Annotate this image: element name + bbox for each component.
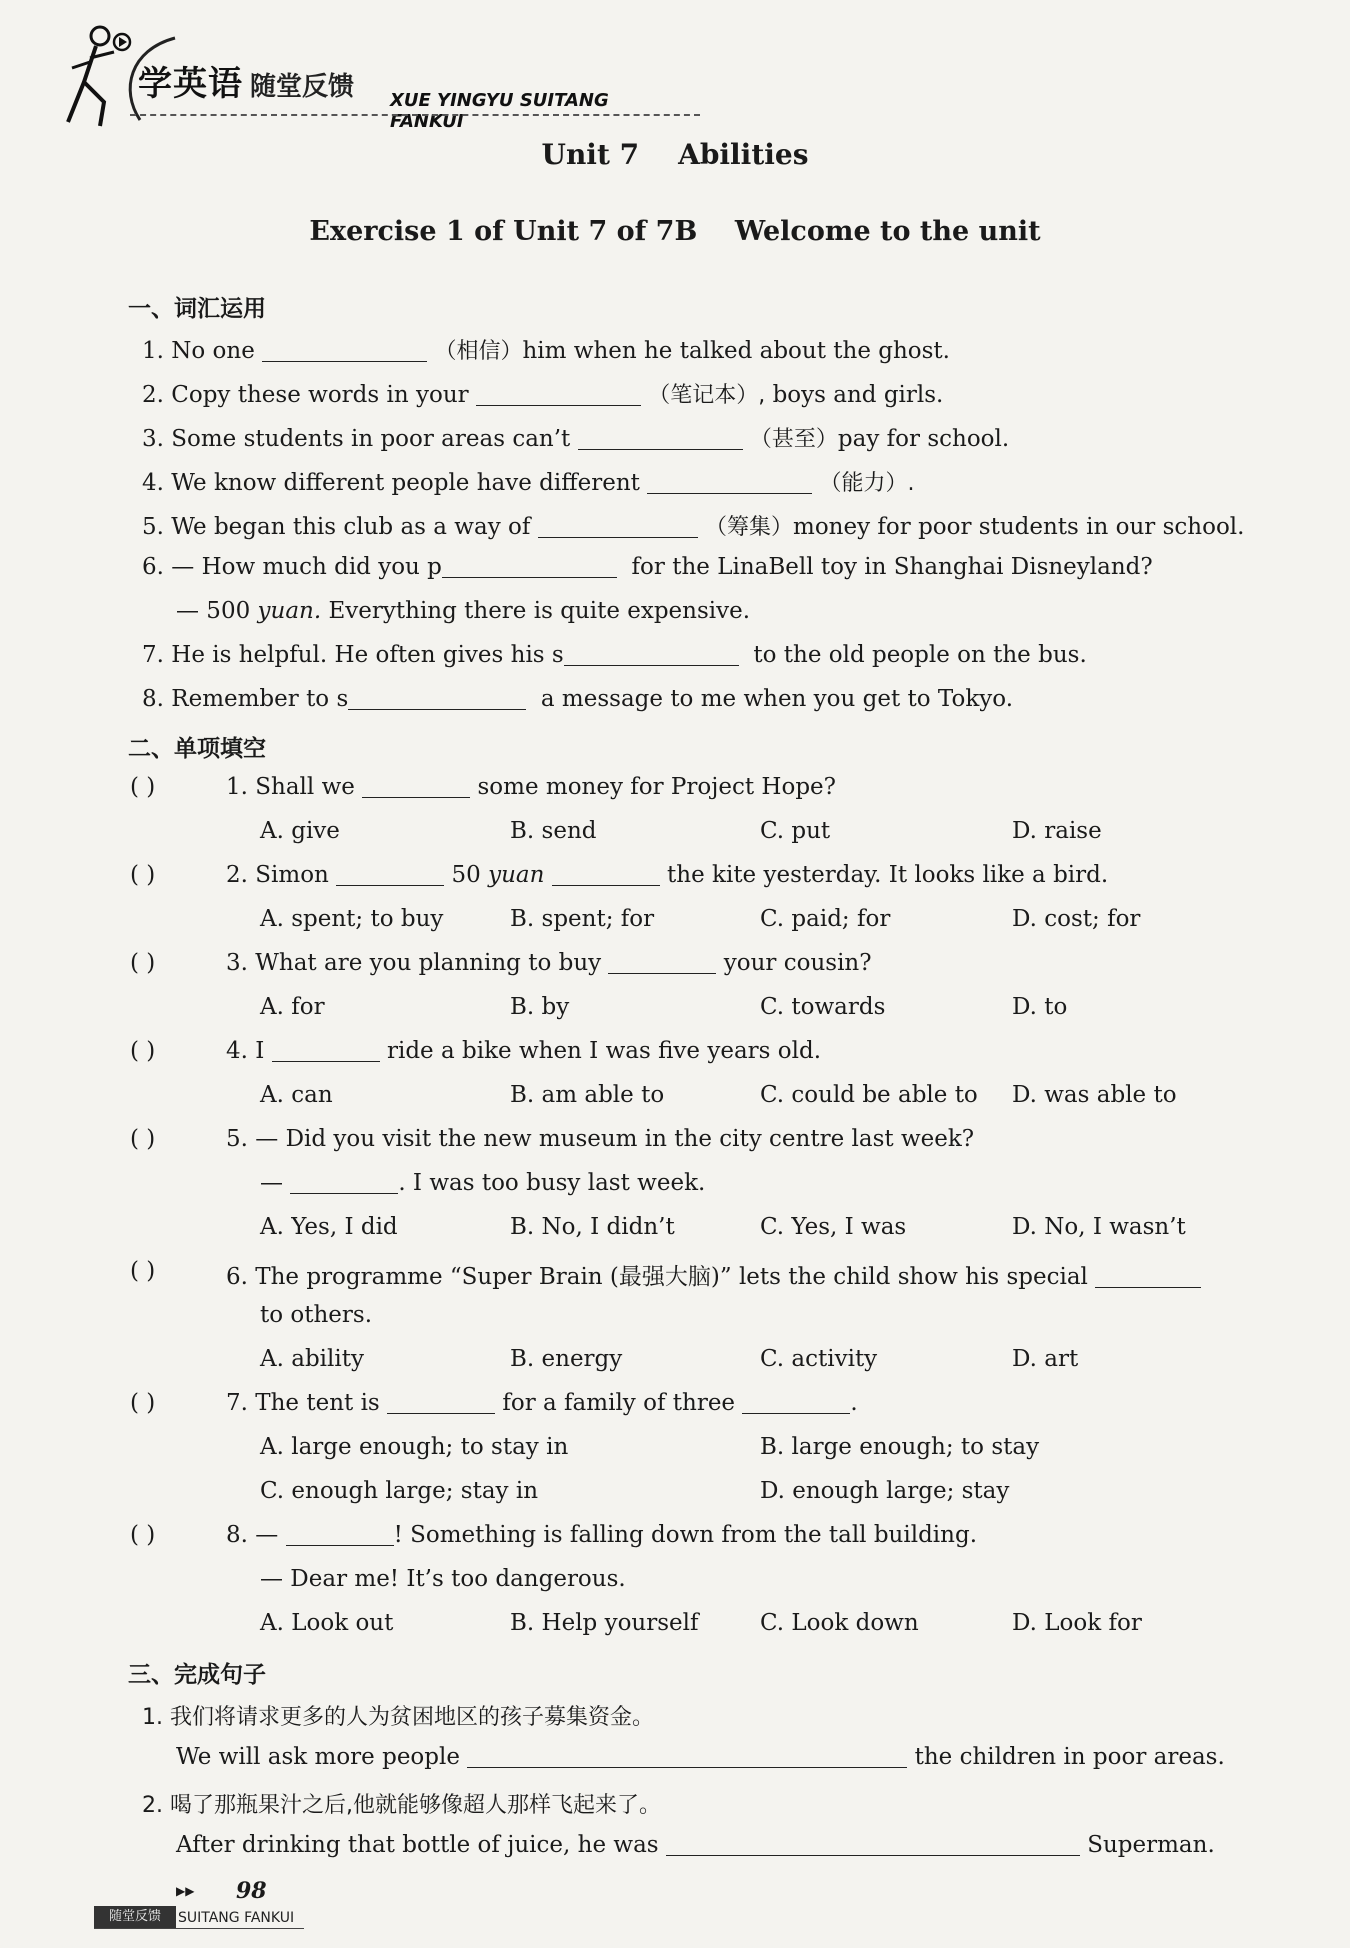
option-a[interactable]: A. Yes, I did — [260, 1214, 398, 1240]
translation-item-1-cn: 1. 我们将请求更多的人为贫困地区的孩子募集资金。 — [142, 1705, 655, 1730]
option-b[interactable]: B. No, I didn’t — [510, 1214, 675, 1240]
mc-question-6-cont: to others. — [260, 1302, 373, 1328]
answer-blank[interactable] — [272, 1039, 380, 1062]
vocab-item-3: 3. Some students in poor areas can’t （甚至）pay for school. — [142, 426, 1010, 452]
vocab-item-7: 7. He is helpful. He often gives his s to the old people on the bus. — [142, 642, 1087, 668]
section3-heading: 三、完成句子 — [128, 1662, 266, 1688]
answer-blank[interactable] — [286, 1523, 394, 1546]
answer-paren[interactable]: ( ) — [130, 950, 156, 976]
section1-heading: 一、词汇运用 — [128, 296, 266, 322]
mc-question-1: 1. Shall we some money for Project Hope? — [226, 774, 836, 800]
option-c[interactable]: C. Look down — [760, 1610, 919, 1636]
footer-box-label: 随堂反馈 — [94, 1906, 176, 1928]
answer-blank[interactable] — [336, 863, 444, 886]
header-logo — [60, 22, 680, 132]
vocab-item-6-reply: — 500 yuan. Everything there is quite expensive. — [176, 598, 751, 624]
answer-paren[interactable]: ( ) — [130, 774, 156, 800]
mc-question-8: 8. — ! Something is falling down from the tall building. — [226, 1522, 978, 1548]
answer-blank[interactable] — [387, 1391, 495, 1414]
answer-blank[interactable] — [476, 383, 641, 406]
answer-blank[interactable] — [290, 1171, 398, 1194]
option-a[interactable]: A. for — [260, 994, 325, 1020]
option-c[interactable]: C. paid; for — [760, 906, 891, 932]
answer-blank[interactable] — [467, 1745, 907, 1768]
mc-question-7: 7. The tent is for a family of three . — [226, 1390, 858, 1416]
option-a[interactable]: A. give — [260, 818, 340, 844]
translation-item-1-en: We will ask more people the children in poor areas. — [176, 1744, 1225, 1770]
vocab-item-4: 4. We know different people have different （能力）. — [142, 470, 915, 496]
option-d[interactable]: D. was able to — [1012, 1082, 1177, 1108]
logo-chinese-small: 随堂反馈 — [250, 72, 355, 102]
option-c[interactable]: C. Yes, I was — [760, 1214, 907, 1240]
option-c[interactable]: C. could be able to — [760, 1082, 978, 1108]
option-c[interactable]: C. enough large; stay in — [260, 1478, 539, 1504]
option-a[interactable]: A. Look out — [260, 1610, 394, 1636]
mc-question-3: 3. What are you planning to buy your cousin? — [226, 950, 872, 976]
option-b[interactable]: B. am able to — [510, 1082, 665, 1108]
page-number: 98 — [236, 1878, 267, 1904]
option-d[interactable]: D. to — [1012, 994, 1068, 1020]
option-b[interactable]: B. by — [510, 994, 570, 1020]
answer-paren[interactable]: ( ) — [130, 1126, 156, 1152]
answer-blank[interactable] — [1095, 1265, 1201, 1288]
option-b[interactable]: B. Help yourself — [510, 1610, 699, 1636]
answer-blank[interactable] — [348, 687, 526, 710]
option-a[interactable]: A. ability — [260, 1346, 364, 1372]
vocab-item-8: 8. Remember to s a message to me when you get to Tokyo. — [142, 686, 1014, 712]
answer-blank[interactable] — [666, 1833, 1080, 1856]
option-d[interactable]: D. Look for — [1012, 1610, 1142, 1636]
header-divider — [130, 114, 700, 116]
answer-paren[interactable]: ( ) — [130, 1390, 156, 1416]
option-c[interactable]: C. put — [760, 818, 831, 844]
vocab-item-2: 2. Copy these words in your （笔记本）, boys and girls. — [142, 382, 944, 408]
answer-blank[interactable] — [647, 471, 812, 494]
vocab-item-5: 5. We began this club as a way of （筹集）money for poor students in our school. — [142, 514, 1245, 540]
answer-blank[interactable] — [564, 643, 739, 666]
option-b[interactable]: B. energy — [510, 1346, 623, 1372]
mc-question-5-reply: — . I was too busy last week. — [260, 1170, 706, 1196]
vocab-item-6: 6. — How much did you p for the LinaBell toy in Shanghai Disneyland? — [142, 554, 1153, 580]
option-a[interactable]: A. large enough; to stay in — [260, 1434, 569, 1460]
option-a[interactable]: A. spent; to buy — [260, 906, 444, 932]
unit-title: Unit 7 Abilities — [541, 138, 809, 171]
option-c[interactable]: C. activity — [760, 1346, 878, 1372]
option-b[interactable]: B. spent; for — [510, 906, 655, 932]
answer-blank[interactable] — [362, 775, 470, 798]
mc-question-6: 6. The programme “Super Brain (最强大脑)” lets the child show his special — [226, 1258, 1201, 1291]
answer-paren[interactable]: ( ) — [130, 1522, 156, 1548]
translation-item-2-cn: 2. 喝了那瓶果汁之后,他就能够像超人那样飞起来了。 — [142, 1793, 661, 1818]
double-arrow-icon: ▶▶ — [176, 1884, 195, 1898]
vocab-item-1: 1. No one （相信）him when he talked about the ghost. — [142, 338, 950, 364]
footer-english: SUITANG FANKUI — [178, 1910, 295, 1926]
answer-paren[interactable]: ( ) — [130, 862, 156, 888]
option-b[interactable]: B. large enough; to stay — [760, 1434, 1040, 1460]
answer-blank[interactable] — [262, 339, 427, 362]
option-d[interactable]: D. No, I wasn’t — [1012, 1214, 1186, 1240]
mc-question-5: 5. — Did you visit the new museum in the city centre last week? — [226, 1126, 975, 1152]
answer-blank[interactable] — [538, 515, 698, 538]
option-a[interactable]: A. can — [260, 1082, 333, 1108]
answer-blank[interactable] — [552, 863, 660, 886]
footer-divider — [94, 1928, 304, 1929]
answer-blank[interactable] — [608, 951, 716, 974]
mc-question-4: 4. I ride a bike when I was five years old. — [226, 1038, 822, 1064]
mc-question-2: 2. Simon 50 yuan the kite yesterday. It looks like a bird. — [226, 862, 1109, 888]
option-d[interactable]: D. cost; for — [1012, 906, 1141, 932]
logo-chinese: 学英语 — [138, 64, 243, 104]
option-d[interactable]: D. art — [1012, 1346, 1079, 1372]
option-d[interactable]: D. raise — [1012, 818, 1102, 844]
exercise-title: Exercise 1 of Unit 7 of 7B Welcome to the unit — [309, 216, 1041, 247]
answer-paren[interactable]: ( ) — [130, 1038, 156, 1064]
option-d[interactable]: D. enough large; stay — [760, 1478, 1010, 1504]
section2-heading: 二、单项填空 — [128, 736, 266, 762]
answer-paren[interactable]: ( ) — [130, 1258, 156, 1284]
answer-blank[interactable] — [442, 555, 617, 578]
mc-question-8-reply: — Dear me! It’s too dangerous. — [260, 1566, 626, 1592]
option-b[interactable]: B. send — [510, 818, 597, 844]
option-c[interactable]: C. towards — [760, 994, 886, 1020]
answer-blank[interactable] — [578, 427, 743, 450]
translation-item-2-en: After drinking that bottle of juice, he was Superman. — [176, 1832, 1215, 1858]
answer-blank[interactable] — [742, 1391, 850, 1414]
logo-english: XUE YINGYU SUITANG FANKUI — [390, 90, 609, 132]
